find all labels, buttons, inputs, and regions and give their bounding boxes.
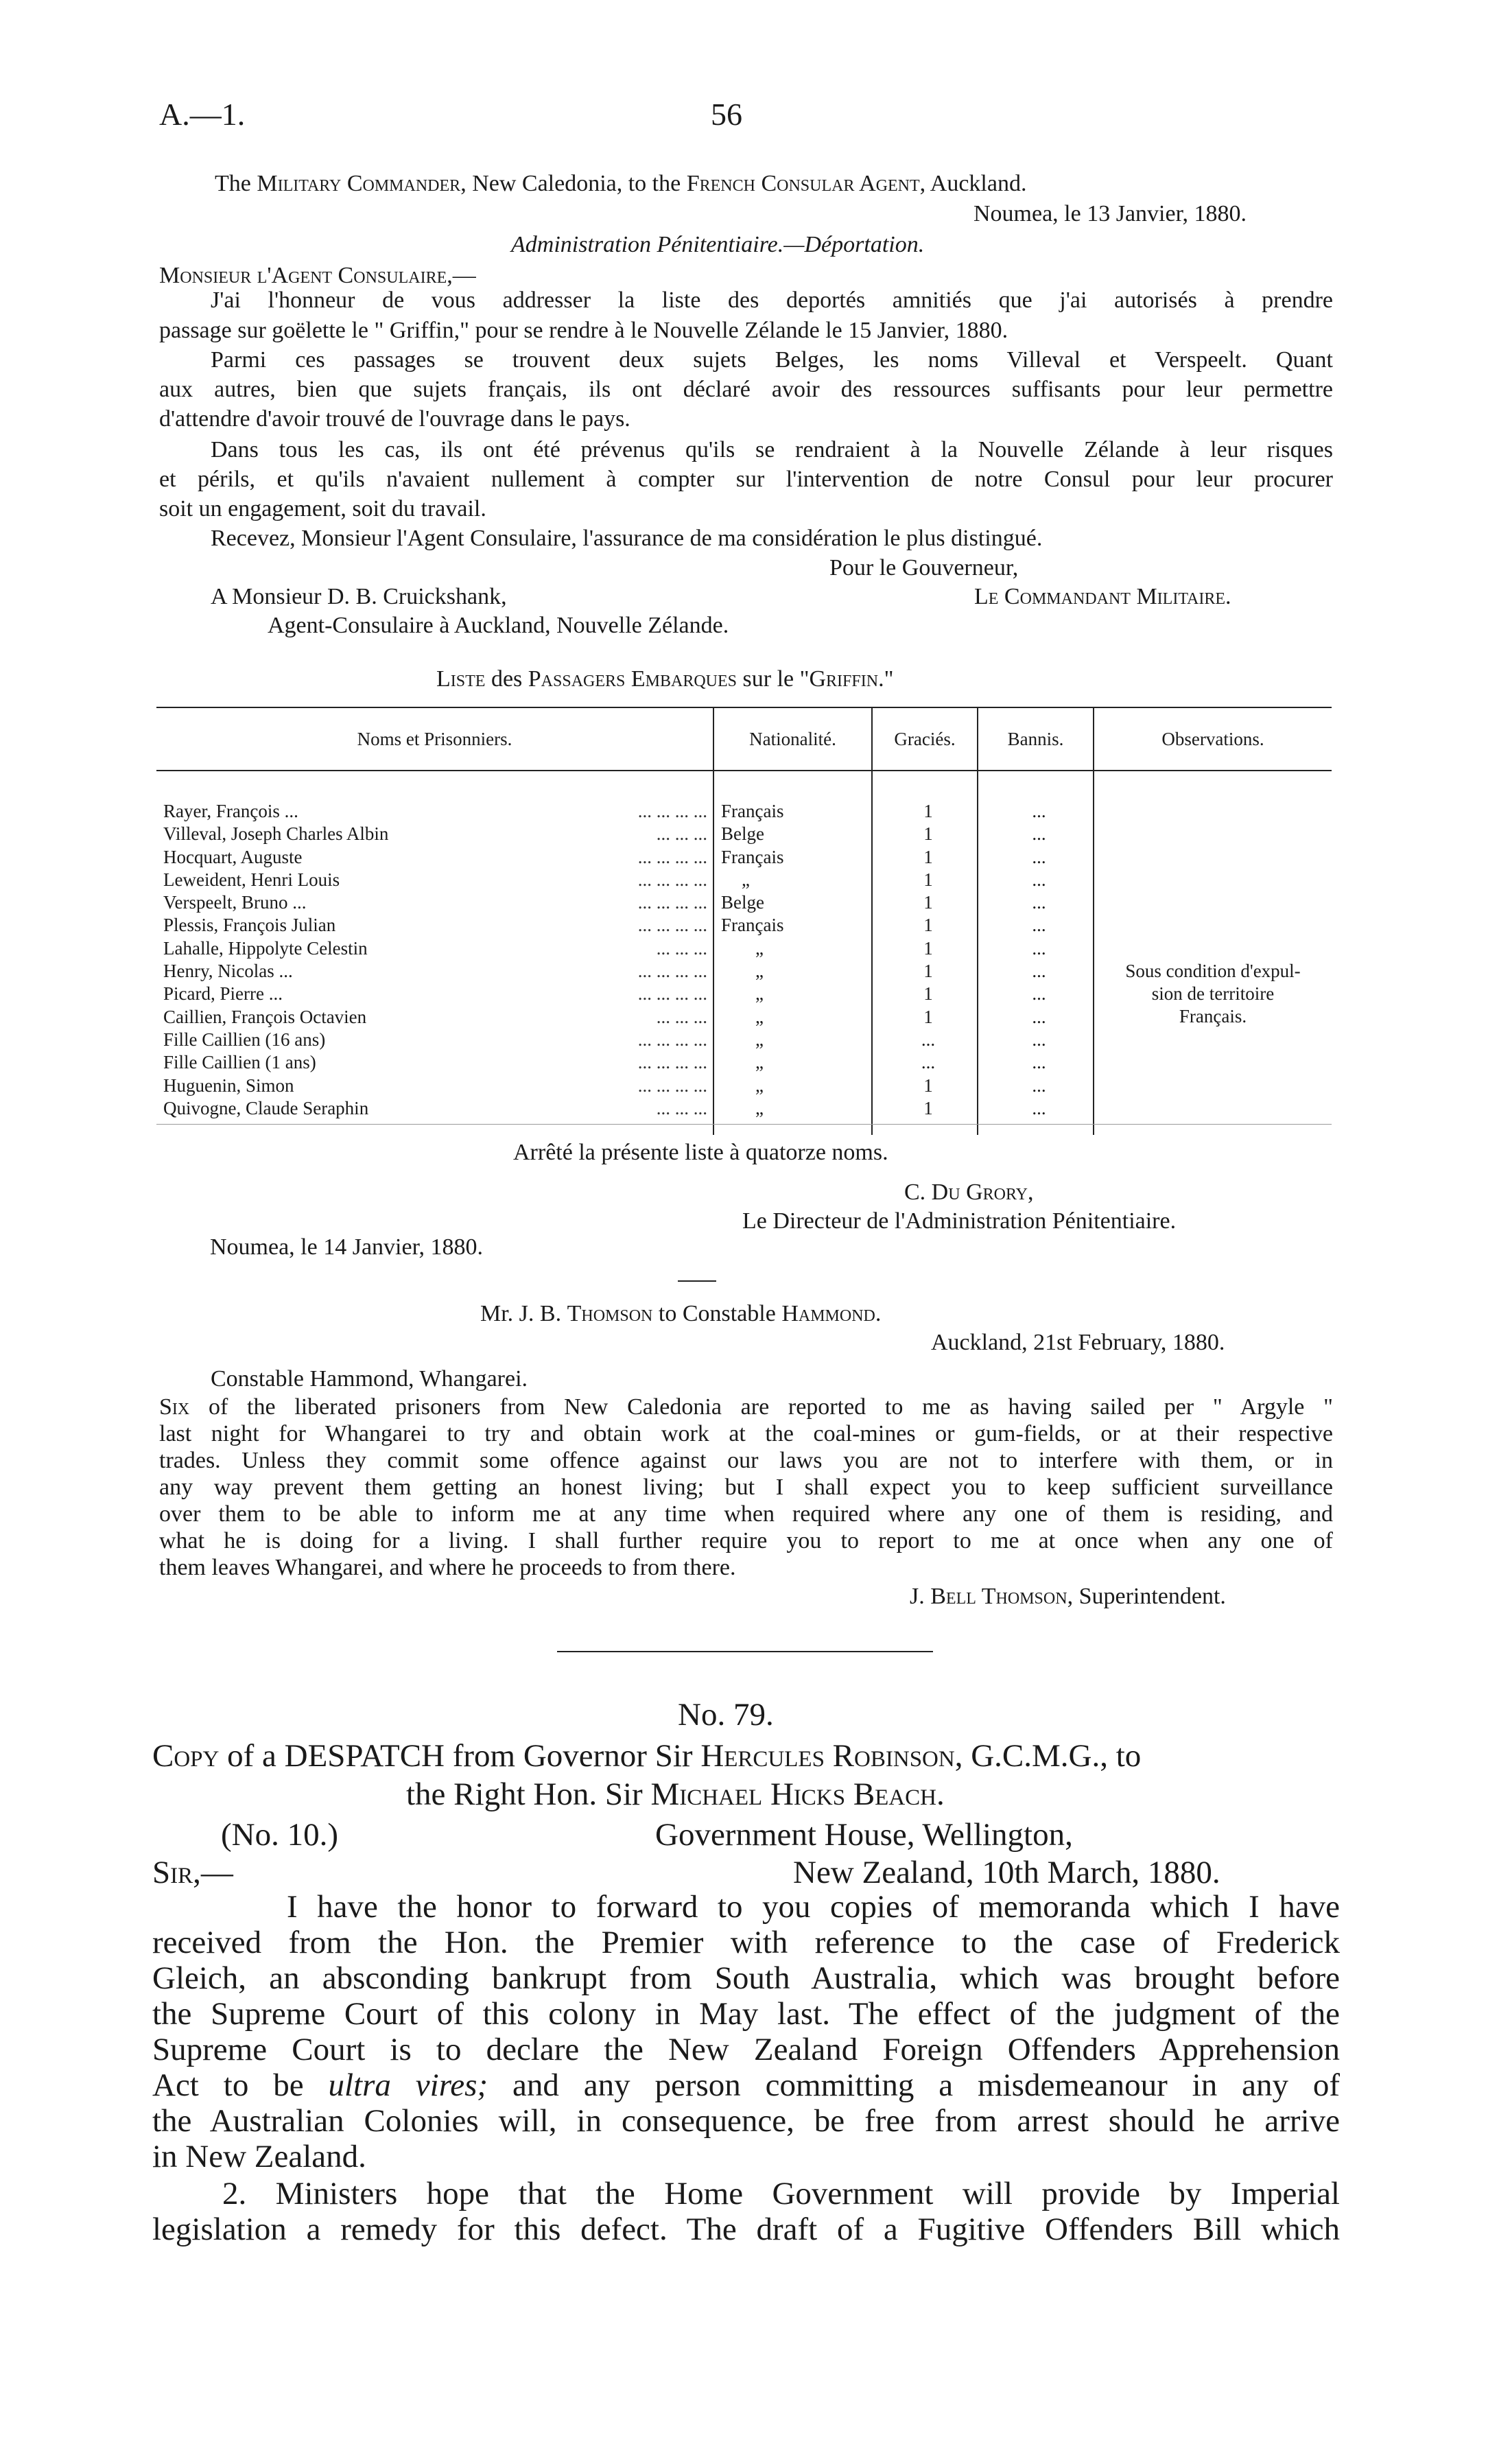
paragraph-line: Supreme Court is to declare the New Zealand Foreign Offenders Apprehension	[152, 2032, 1340, 2067]
bannis-cell: ...	[978, 937, 1094, 960]
table-row	[156, 914, 1332, 937]
gracies-cell: 1	[872, 869, 978, 891]
passenger-name: Plessis, François Julian	[163, 915, 336, 936]
nationality-cell: „	[713, 937, 872, 960]
passenger-name: Quivogne, Claude Seraphin	[163, 1097, 369, 1118]
table-row	[156, 869, 1332, 891]
letter1-signature: Le Commandant Militaire.	[974, 584, 1231, 609]
paragraph-line: Dans tous les cas, ils ont été prévenus qu'ils se rendraient à la Nouvelle Zélande à leur risques	[211, 437, 1333, 462]
gracies-cell: 1	[872, 1075, 978, 1097]
section-rule	[557, 1651, 933, 1652]
leader-dots: ... ... ... ...	[637, 1052, 707, 1073]
nationality-cell: „	[713, 1006, 872, 1029]
letter2-dateline: Auckland, 21st February, 1880.	[931, 1330, 1225, 1355]
leader-dots: ... ... ... ...	[637, 846, 707, 867]
passenger-name: Picard, Pierre ...	[163, 983, 283, 1005]
paragraph-line: Six of the liberated prisoners from New Caledonia are reported to me as having sailed per " Argyle "	[159, 1394, 1333, 1420]
leader-dots: ... ... ... ...	[637, 801, 707, 821]
column-header: Graciés.	[872, 707, 978, 771]
passenger-name: Lahalle, Hippolyte Celestin	[163, 937, 368, 959]
nationality-cell: „	[713, 869, 872, 891]
paragraph-line: last night for Whangarei to try and obtain work at the coal-mines or gum-fields, or at their respective	[159, 1421, 1333, 1446]
letter1-heading: The Military Commander, New Caledonia, to the French Consular Agent, Auckland.	[215, 171, 1027, 196]
bannis-cell: ...	[978, 983, 1094, 1005]
passenger-name: Verspeelt, Bruno ...	[163, 892, 307, 913]
nationality-cell: Belge	[713, 891, 872, 914]
paragraph-line: the Australian Colonies will, in consequence, be free from arrest should he arrive	[152, 2103, 1340, 2139]
bannis-cell: ...	[978, 914, 1094, 937]
list-signer-title: Le Directeur de l'Administration Pénitentiaire.	[742, 1208, 1177, 1234]
bannis-cell: ...	[978, 800, 1094, 823]
table-row	[156, 1029, 1332, 1051]
despatch-salutation: Sir,—	[152, 1855, 233, 1890]
list-signer-name: C. Du Grory,	[904, 1180, 1034, 1205]
gracies-cell: 1	[872, 891, 978, 914]
nationality-cell: „	[713, 983, 872, 1005]
letter2-signature: J. Bell Thomson, Superintendent.	[910, 1584, 1226, 1609]
nationality-cell: „	[713, 1029, 872, 1051]
paragraph-line: them leaves Whangarei, and where he proceeds to from there.	[159, 1555, 736, 1580]
despatch-ref-no: (No. 10.)	[221, 1817, 338, 1853]
despatch-number: No. 79.	[678, 1697, 774, 1733]
paragraph-line: trades. Unless they commit some offence against our laws you are not to interfere with them, or in	[159, 1448, 1333, 1473]
table-row	[156, 846, 1332, 869]
observation-note: Sous condition d'expul- sion de territoire Français.	[1125, 961, 1301, 1027]
gracies-cell: ...	[872, 1029, 978, 1051]
bannis-cell: ...	[978, 1051, 1094, 1074]
gracies-cell: 1	[872, 823, 978, 845]
letter1-dateline: Noumea, le 13 Janvier, 1880.	[973, 201, 1247, 226]
gracies-cell: 1	[872, 914, 978, 937]
leader-dots: ... ... ... ...	[637, 892, 707, 913]
bannis-cell: ...	[978, 869, 1094, 891]
list-closing: Arrêté la présente liste à quatorze noms.	[513, 1140, 888, 1165]
leader-dots: ... ... ...	[656, 1097, 707, 1118]
passenger-name: Huguenin, Simon	[163, 1075, 294, 1096]
table-row	[156, 800, 1332, 823]
paragraph-line: J'ai l'honneur de vous addresser la liste des deportés amnitiés que j'ai autorisés à prendre	[211, 288, 1333, 313]
letter2-addressee: Constable Hammond, Whangarei.	[211, 1366, 528, 1392]
separator-rule	[678, 1280, 716, 1282]
nationality-cell: Français	[713, 800, 872, 823]
nationality-cell: „	[713, 1075, 872, 1097]
gracies-cell: 1	[872, 937, 978, 960]
paragraph-line: over them to be able to inform me at any time when required where any one of them is residing, and	[159, 1501, 1333, 1527]
paragraph-line: et périls, et qu'ils n'avaient nullement à compter sur l'intervention de notre Consul pour leur procurer	[159, 467, 1333, 492]
bannis-cell: ...	[978, 1006, 1094, 1029]
bannis-cell: ...	[978, 891, 1094, 914]
paragraph-line: Parmi ces passages se trouvent deux sujets Belges, les noms Villeval et Verspeelt. Quant	[211, 347, 1333, 373]
leader-dots: ... ... ... ...	[637, 983, 707, 1005]
passenger-table	[156, 707, 1332, 1135]
bannis-cell: ...	[978, 960, 1094, 983]
list-place-date: Noumea, le 14 Janvier, 1880.	[210, 1234, 484, 1260]
leader-dots: ... ... ... ...	[637, 1075, 707, 1096]
table-header-row	[156, 707, 1332, 771]
paragraph-line: d'attendre d'avoir trouvé de l'ouvrage dans le pays.	[159, 406, 630, 432]
nationality-cell: „	[713, 1051, 872, 1074]
passenger-name: Leweident, Henri Louis	[163, 869, 340, 890]
table-row	[156, 1051, 1332, 1074]
bannis-cell: ...	[978, 846, 1094, 869]
despatch-address-line1: Government House, Wellington,	[655, 1817, 1073, 1853]
paragraph-line: 2. Ministers hope that the Home Government will provide by Imperial	[222, 2176, 1340, 2211]
table-row	[156, 823, 1332, 845]
passenger-name: Hocquart, Auguste	[163, 846, 303, 867]
paragraph-line: any way prevent them getting an honest living; but I shall expect you to keep sufficient surveillance	[159, 1475, 1333, 1500]
gracies-cell: 1	[872, 800, 978, 823]
leader-dots: ... ... ... ...	[637, 915, 707, 936]
leader-dots: ... ... ...	[656, 823, 707, 845]
leader-dots: ... ... ... ...	[637, 1029, 707, 1050]
bannis-cell: ...	[978, 823, 1094, 845]
paragraph-line: I have the honor to forward to you copies of memoranda which I have	[287, 1889, 1340, 1925]
leader-dots: ... ... ... ...	[637, 961, 707, 982]
paragraph-line: Recevez, Monsieur l'Agent Consulaire, l'assurance de ma considération le plus distingué.	[211, 526, 1043, 551]
despatch-address-line2: New Zealand, 10th March, 1880.	[793, 1855, 1220, 1890]
bannis-cell: ...	[978, 1097, 1094, 1120]
bannis-cell: ...	[978, 1075, 1094, 1097]
despatch-title-line2: the Right Hon. Sir Michael Hicks Beach.	[406, 1776, 945, 1812]
paragraph-line: soit un engagement, soit du travail.	[159, 496, 486, 521]
letter1-subtitle: Administration Pénitentiaire.—Déportation.	[511, 232, 925, 257]
paragraph-line: what he is doing for a living. I shall further require you to report to me at once when any one of	[159, 1528, 1333, 1553]
gracies-cell: 1	[872, 960, 978, 983]
letter2-heading: Mr. J. B. Thomson to Constable Hammond.	[480, 1301, 882, 1326]
passenger-name: Villeval, Joseph Charles Albin	[163, 823, 389, 845]
passenger-name: Rayer, François ...	[163, 801, 298, 821]
column-header: Bannis.	[978, 707, 1094, 771]
paragraph-line: in New Zealand.	[152, 2139, 366, 2174]
letter1-pour: Pour le Gouverneur,	[829, 555, 1019, 580]
column-header: Observations.	[1094, 707, 1332, 771]
gracies-cell: 1	[872, 846, 978, 869]
passenger-name: Fille Caillien (1 ans)	[163, 1052, 316, 1073]
list-title: Liste des Passagers Embarques sur le "Griffin."	[436, 666, 894, 692]
nationality-cell: Belge	[713, 823, 872, 845]
page-number: 56	[711, 97, 742, 132]
paragraph-line: received from the Hon. the Premier with reference to the case of Frederick	[152, 1925, 1340, 1960]
page-ref: A.—1.	[159, 97, 246, 132]
table-row	[156, 891, 1332, 914]
nationality-cell: Français	[713, 846, 872, 869]
leader-dots: ... ... ... ...	[637, 869, 707, 890]
paragraph-line: Gleich, an absconding bankrupt from South Australia, which was brought before	[152, 1960, 1340, 1996]
letter1-addressee-title: Agent-Consulaire à Auckland, Nouvelle Zélande.	[268, 613, 729, 638]
leader-dots: ... ... ...	[656, 937, 707, 959]
despatch-title-line1: Copy of a DESPATCH from Governor Sir Hercules Robinson, G.C.M.G., to	[152, 1738, 1142, 1774]
passenger-name: Henry, Nicolas ...	[163, 961, 293, 982]
table-row	[156, 937, 1332, 960]
passenger-name: Caillien, François Octavien	[163, 1006, 367, 1027]
nationality-cell: „	[713, 960, 872, 983]
table-bottom-rule	[156, 1124, 1332, 1125]
gracies-cell: 1	[872, 1006, 978, 1029]
table-row	[156, 1075, 1332, 1097]
table-row	[156, 960, 1332, 983]
letter1-salutation: Monsieur l'Agent Consulaire,—	[159, 263, 476, 288]
column-header: Noms et Prisonniers.	[156, 707, 713, 771]
paragraph-line: Act to be ultra vires; and any person committing a misdemeanour in any of	[152, 2067, 1340, 2103]
paragraph-line: aux autres, bien que sujets français, ils ont déclaré avoir des ressources suffisants pour leur permettre	[159, 377, 1333, 402]
paragraph-line: the Supreme Court of this colony in May last. The effect of the judgment of the	[152, 1996, 1340, 2032]
bannis-cell: ...	[978, 1029, 1094, 1051]
gracies-cell: ...	[872, 1051, 978, 1074]
gracies-cell: 1	[872, 1097, 978, 1120]
table-row	[156, 1097, 1332, 1120]
nationality-cell: „	[713, 1097, 872, 1120]
column-header: Nationalité.	[713, 707, 872, 771]
nationality-cell: Français	[713, 914, 872, 937]
paragraph-line: passage sur goëlette le " Griffin," pour se rendre à le Nouvelle Zélande le 15 Janvier, 1880.	[159, 318, 1008, 343]
letter1-addressee: A Monsieur D. B. Cruickshank,	[211, 584, 507, 609]
paragraph-line: legislation a remedy for this defect. The draft of a Fugitive Offenders Bill which	[152, 2211, 1340, 2247]
gracies-cell: 1	[872, 983, 978, 1005]
leader-dots: ... ... ...	[656, 1006, 707, 1027]
passenger-name: Fille Caillien (16 ans)	[163, 1029, 326, 1050]
